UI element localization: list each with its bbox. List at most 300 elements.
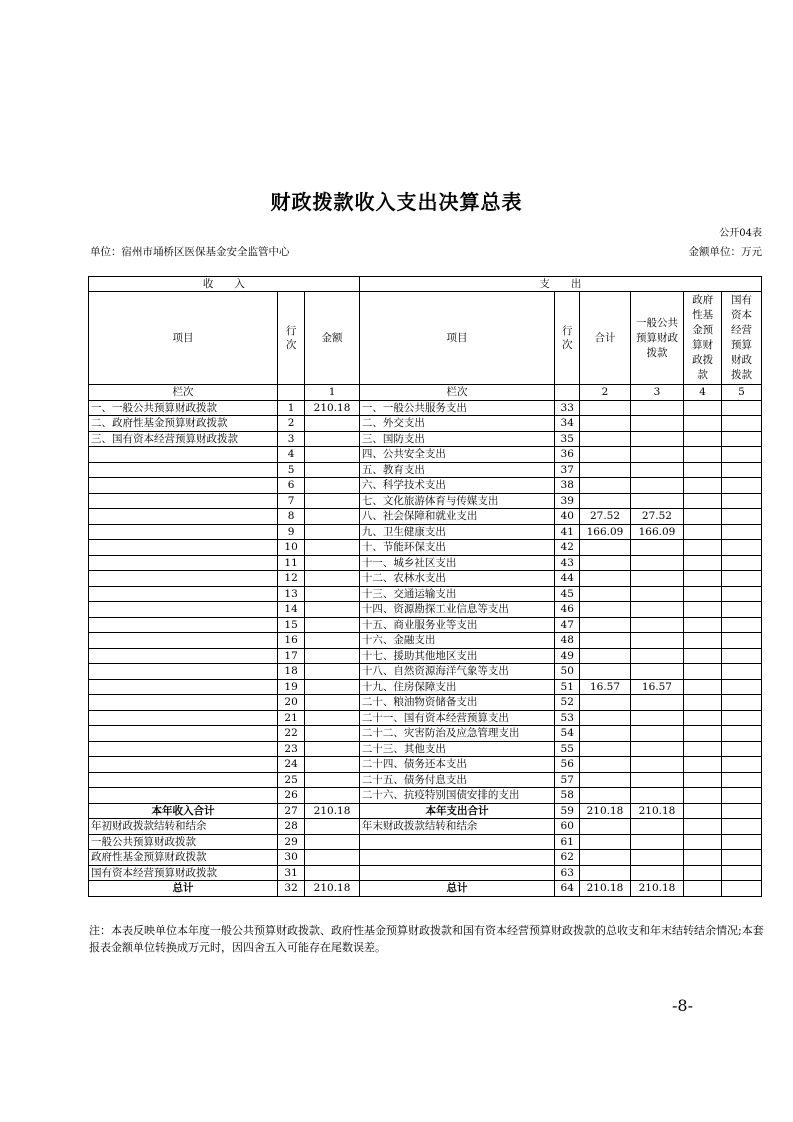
- income-item: [89, 788, 278, 804]
- expense-item: 十、节能环保支出: [359, 540, 554, 556]
- table-row: [89, 617, 762, 633]
- table-row: [89, 710, 762, 726]
- amount-cell: [684, 679, 722, 695]
- line-number: 2: [277, 416, 304, 432]
- amount-cell: [684, 741, 722, 757]
- amount-cell: [684, 478, 722, 494]
- amount-cell: [722, 509, 762, 525]
- form-number: 公开04表: [719, 228, 762, 239]
- page-title: 财政拨款收入支出决算总表: [270, 190, 523, 214]
- amount-cell: [722, 726, 762, 742]
- expense-item: 八、社会保障和就业支出: [359, 509, 554, 525]
- line-number: 56: [555, 757, 580, 773]
- line-number: 36: [555, 447, 580, 463]
- line-number: 39: [555, 493, 580, 509]
- carryover-sub-row: [89, 850, 762, 866]
- amount-cell: [305, 679, 360, 695]
- income-item: [89, 726, 278, 742]
- line-number: 28: [277, 819, 304, 835]
- table-row: [89, 571, 762, 587]
- sub-label: 国有资本经营预算财政拨款: [89, 865, 278, 881]
- amount-cell: [684, 586, 722, 602]
- income-item: [89, 664, 278, 680]
- table-row: [89, 648, 762, 664]
- amount-cell: [722, 431, 762, 447]
- income-item: [89, 741, 278, 757]
- line-number: 60: [555, 819, 580, 835]
- amount-cell: [630, 586, 684, 602]
- expense-item: 十七、援助其他地区支出: [359, 648, 554, 664]
- amount-cell: [580, 695, 630, 711]
- amount-cell: [305, 602, 360, 618]
- budget-table: [88, 276, 762, 897]
- line-number: 63: [555, 865, 580, 881]
- amount-cell: [722, 679, 762, 695]
- column-index-row: [89, 385, 762, 401]
- income-item: 三、国有资本经营预算财政拨款: [89, 431, 278, 447]
- expense-item: 四、公共安全支出: [359, 447, 554, 463]
- amount-cell: [580, 555, 630, 571]
- line-number: 47: [555, 617, 580, 633]
- line-number: 23: [277, 741, 304, 757]
- state-capital-header: 国有资本经营预算财政拨款: [722, 292, 762, 385]
- income-item: [89, 462, 278, 478]
- line-number: 40: [555, 509, 580, 525]
- line-number: 29: [277, 834, 304, 850]
- line-number: 6: [277, 478, 304, 494]
- table-row: [89, 509, 762, 525]
- income-item: [89, 586, 278, 602]
- amount-cell: 210.18: [580, 803, 630, 819]
- line-number: 44: [555, 571, 580, 587]
- amount-cell: [580, 416, 630, 432]
- expense-item: 十二、农林水支出: [359, 571, 554, 587]
- amount-cell: [722, 462, 762, 478]
- amount-cell: [630, 540, 684, 556]
- amount-cell: [305, 540, 360, 556]
- expense-item: 十九、住房保障支出: [359, 679, 554, 695]
- amount-cell: [630, 710, 684, 726]
- line-number: 21: [277, 710, 304, 726]
- income-item: [89, 679, 278, 695]
- line-number: 26: [277, 788, 304, 804]
- income-item: [89, 447, 278, 463]
- amount-cell: [580, 493, 630, 509]
- expense-item: 二十五、债务付息支出: [359, 772, 554, 788]
- amount-cell: [722, 648, 762, 664]
- column-index-4: 4: [684, 385, 722, 401]
- table-row: [89, 586, 762, 602]
- amount-cell: 166.09: [630, 524, 684, 540]
- amount-cell: [684, 648, 722, 664]
- line-number: 8: [277, 509, 304, 525]
- line-number: 17: [277, 648, 304, 664]
- amount-cell: [580, 633, 630, 649]
- income-item: 二、政府性基金预算财政拨款: [89, 416, 278, 432]
- income-item: [89, 571, 278, 587]
- expense-item: 二、外交支出: [359, 416, 554, 432]
- amount-cell: 16.57: [630, 679, 684, 695]
- amount-cell: [580, 710, 630, 726]
- line-number: 3: [277, 431, 304, 447]
- unit-label: 单位：宿州市埇桥区医保基金安全监管中心: [90, 246, 290, 258]
- column-index-3: 3: [630, 385, 684, 401]
- amount-cell: [580, 664, 630, 680]
- amount-cell: [684, 571, 722, 587]
- end-carryover-label: 年末财政拨款结转和结余: [359, 819, 554, 835]
- amount-cell: [305, 524, 360, 540]
- amount-cell: [580, 540, 630, 556]
- amount-cell: [684, 757, 722, 773]
- amount-cell: [305, 571, 360, 587]
- year-expense-total-label: 本年支出合计: [359, 803, 554, 819]
- amount-cell: 16.57: [580, 679, 630, 695]
- amount-cell: [630, 695, 684, 711]
- income-item: [89, 524, 278, 540]
- column-index-label: 栏次: [359, 385, 554, 401]
- table-row: [89, 447, 762, 463]
- grand-income-total-label: 总计: [89, 881, 278, 897]
- table-row: [89, 400, 762, 416]
- table-row: [89, 602, 762, 618]
- amount-cell: 210.18: [580, 881, 630, 897]
- line-number: 31: [277, 865, 304, 881]
- amount-cell: [684, 400, 722, 416]
- amount-cell: [305, 617, 360, 633]
- expense-item: 十六、金融支出: [359, 633, 554, 649]
- line-number: 64: [555, 881, 580, 897]
- line-number: 5: [277, 462, 304, 478]
- money-unit-label: 金额单位：万元: [688, 246, 762, 258]
- amount-cell: [580, 400, 630, 416]
- amount-cell: [684, 447, 722, 463]
- amount-cell: [630, 478, 684, 494]
- table-row: [89, 633, 762, 649]
- year-total-row: [89, 803, 762, 819]
- amount-cell: [722, 478, 762, 494]
- expense-item-header: 项目: [359, 292, 554, 385]
- column-index-5: 5: [722, 385, 762, 401]
- line-number: 11: [277, 555, 304, 571]
- grand-expense-total-label: 总计: [359, 881, 554, 897]
- amount-cell: 210.18: [630, 803, 684, 819]
- amount-cell: [684, 664, 722, 680]
- table-row: [89, 478, 762, 494]
- amount-cell: [684, 788, 722, 804]
- line-number: 38: [555, 478, 580, 494]
- table-row: [89, 788, 762, 804]
- amount-cell: 210.18: [305, 400, 360, 416]
- amount-cell: [722, 633, 762, 649]
- income-item: [89, 757, 278, 773]
- line-number: 59: [555, 803, 580, 819]
- line-number: 30: [277, 850, 304, 866]
- amount-cell: [722, 757, 762, 773]
- line-number: 55: [555, 741, 580, 757]
- income-item-header: 项目: [89, 292, 278, 385]
- line-number: 16: [277, 633, 304, 649]
- amount-cell: [305, 772, 360, 788]
- income-amount-header: 金额: [305, 292, 360, 385]
- amount-cell: [722, 772, 762, 788]
- line-number: 58: [555, 788, 580, 804]
- amount-cell: [630, 447, 684, 463]
- table-row: [89, 695, 762, 711]
- amount-cell: [580, 447, 630, 463]
- amount-cell: [684, 431, 722, 447]
- line-number: 27: [277, 803, 304, 819]
- amount-cell: [580, 571, 630, 587]
- amount-cell: [630, 757, 684, 773]
- amount-cell: [580, 757, 630, 773]
- amount-cell: [305, 633, 360, 649]
- amount-cell: [722, 664, 762, 680]
- amount-cell: [684, 726, 722, 742]
- line-number: 37: [555, 462, 580, 478]
- income-item: [89, 540, 278, 556]
- income-item: [89, 633, 278, 649]
- amount-cell: [684, 540, 722, 556]
- amount-cell: [630, 648, 684, 664]
- expense-item: 二十、粮油物资储备支出: [359, 695, 554, 711]
- total-header: 合计: [580, 292, 630, 385]
- table-row: [89, 493, 762, 509]
- begin-carryover-label: 年初财政拨款结转和结余: [89, 819, 278, 835]
- amount-cell: [305, 741, 360, 757]
- table-row: [89, 772, 762, 788]
- amount-cell: [580, 602, 630, 618]
- amount-cell: [630, 726, 684, 742]
- amount-cell: [684, 493, 722, 509]
- line-number: 10: [277, 540, 304, 556]
- line-number: 42: [555, 540, 580, 556]
- expense-header: 支 出: [359, 277, 761, 292]
- expense-item: 十五、商业服务业等支出: [359, 617, 554, 633]
- line-number: 62: [555, 850, 580, 866]
- income-item: [89, 648, 278, 664]
- amount-cell: [722, 493, 762, 509]
- amount-cell: [580, 586, 630, 602]
- amount-cell: [722, 524, 762, 540]
- amount-cell: [305, 555, 360, 571]
- amount-cell: [580, 726, 630, 742]
- amount-cell: [630, 602, 684, 618]
- carryover-sub-row: [89, 834, 762, 850]
- column-index-label: 栏次: [89, 385, 278, 401]
- expense-item: 十一、城乡社区支出: [359, 555, 554, 571]
- general-budget-header: 一般公共预算财政拨款: [630, 292, 684, 385]
- amount-cell: [580, 478, 630, 494]
- amount-cell: [305, 648, 360, 664]
- amount-cell: [580, 788, 630, 804]
- amount-cell: [722, 571, 762, 587]
- amount-cell: [722, 788, 762, 804]
- amount-cell: [722, 586, 762, 602]
- sub-label: 一般公共预算财政拨款: [89, 834, 278, 850]
- amount-cell: [305, 478, 360, 494]
- table-row: [89, 679, 762, 695]
- income-item: [89, 710, 278, 726]
- amount-cell: [580, 617, 630, 633]
- amount-cell: [305, 664, 360, 680]
- amount-cell: [630, 571, 684, 587]
- line-number: 12: [277, 571, 304, 587]
- amount-cell: 27.52: [580, 509, 630, 525]
- amount-cell: [580, 431, 630, 447]
- table-row: [89, 726, 762, 742]
- line-number: 25: [277, 772, 304, 788]
- amount-cell: [305, 710, 360, 726]
- expense-item: 七、文化旅游体育与传媒支出: [359, 493, 554, 509]
- amount-cell: 166.09: [580, 524, 630, 540]
- amount-cell: [305, 757, 360, 773]
- carryover-sub-row: [89, 865, 762, 881]
- table-row: [89, 555, 762, 571]
- amount-cell: [630, 788, 684, 804]
- income-item: [89, 772, 278, 788]
- amount-cell: [722, 416, 762, 432]
- amount-cell: [684, 772, 722, 788]
- line-number: 15: [277, 617, 304, 633]
- year-income-total-label: 本年收入合计: [89, 803, 278, 819]
- table-row: [89, 431, 762, 447]
- amount-cell: [580, 462, 630, 478]
- amount-cell: [630, 431, 684, 447]
- gov-fund-header: 政府性基金预算财政拨款: [684, 292, 722, 385]
- amount-cell: [630, 664, 684, 680]
- line-number: 61: [555, 834, 580, 850]
- amount-cell: [684, 602, 722, 618]
- expense-item: 十八、自然资源海洋气象等支出: [359, 664, 554, 680]
- income-item: [89, 695, 278, 711]
- amount-cell: [684, 416, 722, 432]
- income-item: [89, 617, 278, 633]
- line-number: 9: [277, 524, 304, 540]
- amount-cell: [722, 555, 762, 571]
- amount-cell: [305, 695, 360, 711]
- income-item: [89, 478, 278, 494]
- amount-cell: 210.18: [630, 881, 684, 897]
- amount-cell: [630, 772, 684, 788]
- footnote: 注：本表反映单位本年度一般公共预算财政拨款、政府性基金预算财政拨款和国有资本经营预算财政拨款的总收支和年末结转结余情况;本套报表金额单位转换成万元时，因四舍五入可能存在尾数误差。: [89, 924, 764, 954]
- line-number: 19: [277, 679, 304, 695]
- amount-cell: [580, 772, 630, 788]
- line-number: 4: [277, 447, 304, 463]
- amount-cell: 210.18: [305, 803, 360, 819]
- line-number: 34: [555, 416, 580, 432]
- line-number: 20: [277, 695, 304, 711]
- expense-item: 二十三、其他支出: [359, 741, 554, 757]
- amount-cell: [684, 617, 722, 633]
- line-number: 54: [555, 726, 580, 742]
- sub-label: 政府性基金预算财政拨款: [89, 850, 278, 866]
- amount-cell: [722, 602, 762, 618]
- expense-item: 六、科学技术支出: [359, 478, 554, 494]
- income-item: [89, 493, 278, 509]
- amount-cell: [684, 633, 722, 649]
- line-number: 49: [555, 648, 580, 664]
- line-number: 57: [555, 772, 580, 788]
- section-header-row: [89, 277, 762, 292]
- amount-cell: [684, 710, 722, 726]
- table-row: [89, 462, 762, 478]
- line-number: 1: [277, 400, 304, 416]
- expense-item: 二十一、国有资本经营预算支出: [359, 710, 554, 726]
- amount-cell: [684, 462, 722, 478]
- page-number: -8-: [672, 996, 693, 1015]
- line-number: 51: [555, 679, 580, 695]
- amount-cell: [684, 695, 722, 711]
- line-number: 7: [277, 493, 304, 509]
- expense-line-header: 行次: [555, 292, 580, 385]
- line-number: 45: [555, 586, 580, 602]
- amount-cell: [630, 741, 684, 757]
- line-number: 48: [555, 633, 580, 649]
- expense-item: 二十六、抗疫特别国债安排的支出: [359, 788, 554, 804]
- amount-cell: [722, 447, 762, 463]
- amount-cell: [722, 710, 762, 726]
- line-number: 18: [277, 664, 304, 680]
- amount-cell: 27.52: [630, 509, 684, 525]
- table-row: [89, 664, 762, 680]
- amount-cell: [580, 741, 630, 757]
- amount-cell: [630, 617, 684, 633]
- expense-item: 三、国防支出: [359, 431, 554, 447]
- expense-item: 十三、交通运输支出: [359, 586, 554, 602]
- expense-item: 十四、资源勘探工业信息等支出: [359, 602, 554, 618]
- amount-cell: [630, 633, 684, 649]
- line-number: 53: [555, 710, 580, 726]
- amount-cell: [305, 726, 360, 742]
- amount-cell: [722, 400, 762, 416]
- amount-cell: [684, 524, 722, 540]
- amount-cell: [630, 555, 684, 571]
- grand-total-row: [89, 881, 762, 897]
- amount-cell: [722, 695, 762, 711]
- table-row: [89, 540, 762, 556]
- amount-cell: [630, 462, 684, 478]
- amount-cell: [305, 493, 360, 509]
- expense-item: 二十二、灾害防治及应急管理支出: [359, 726, 554, 742]
- amount-cell: [630, 416, 684, 432]
- line-number: 52: [555, 695, 580, 711]
- line-number: 32: [277, 881, 304, 897]
- table-row: [89, 741, 762, 757]
- column-header-row: [89, 292, 762, 385]
- income-item: [89, 602, 278, 618]
- expense-item: 二十四、债务还本支出: [359, 757, 554, 773]
- amount-cell: [305, 586, 360, 602]
- column-index-2: 2: [580, 385, 630, 401]
- line-number: 35: [555, 431, 580, 447]
- amount-cell: [630, 493, 684, 509]
- amount-cell: [305, 447, 360, 463]
- amount-cell: [305, 462, 360, 478]
- amount-cell: [722, 617, 762, 633]
- line-number: 46: [555, 602, 580, 618]
- amount-cell: [305, 416, 360, 432]
- amount-cell: [305, 788, 360, 804]
- table-row: [89, 757, 762, 773]
- expense-item: 九、卫生健康支出: [359, 524, 554, 540]
- amount-cell: [305, 431, 360, 447]
- amount-cell: 210.18: [305, 881, 360, 897]
- line-number: 22: [277, 726, 304, 742]
- amount-cell: [684, 509, 722, 525]
- income-item: [89, 555, 278, 571]
- line-number: 50: [555, 664, 580, 680]
- amount-cell: [722, 741, 762, 757]
